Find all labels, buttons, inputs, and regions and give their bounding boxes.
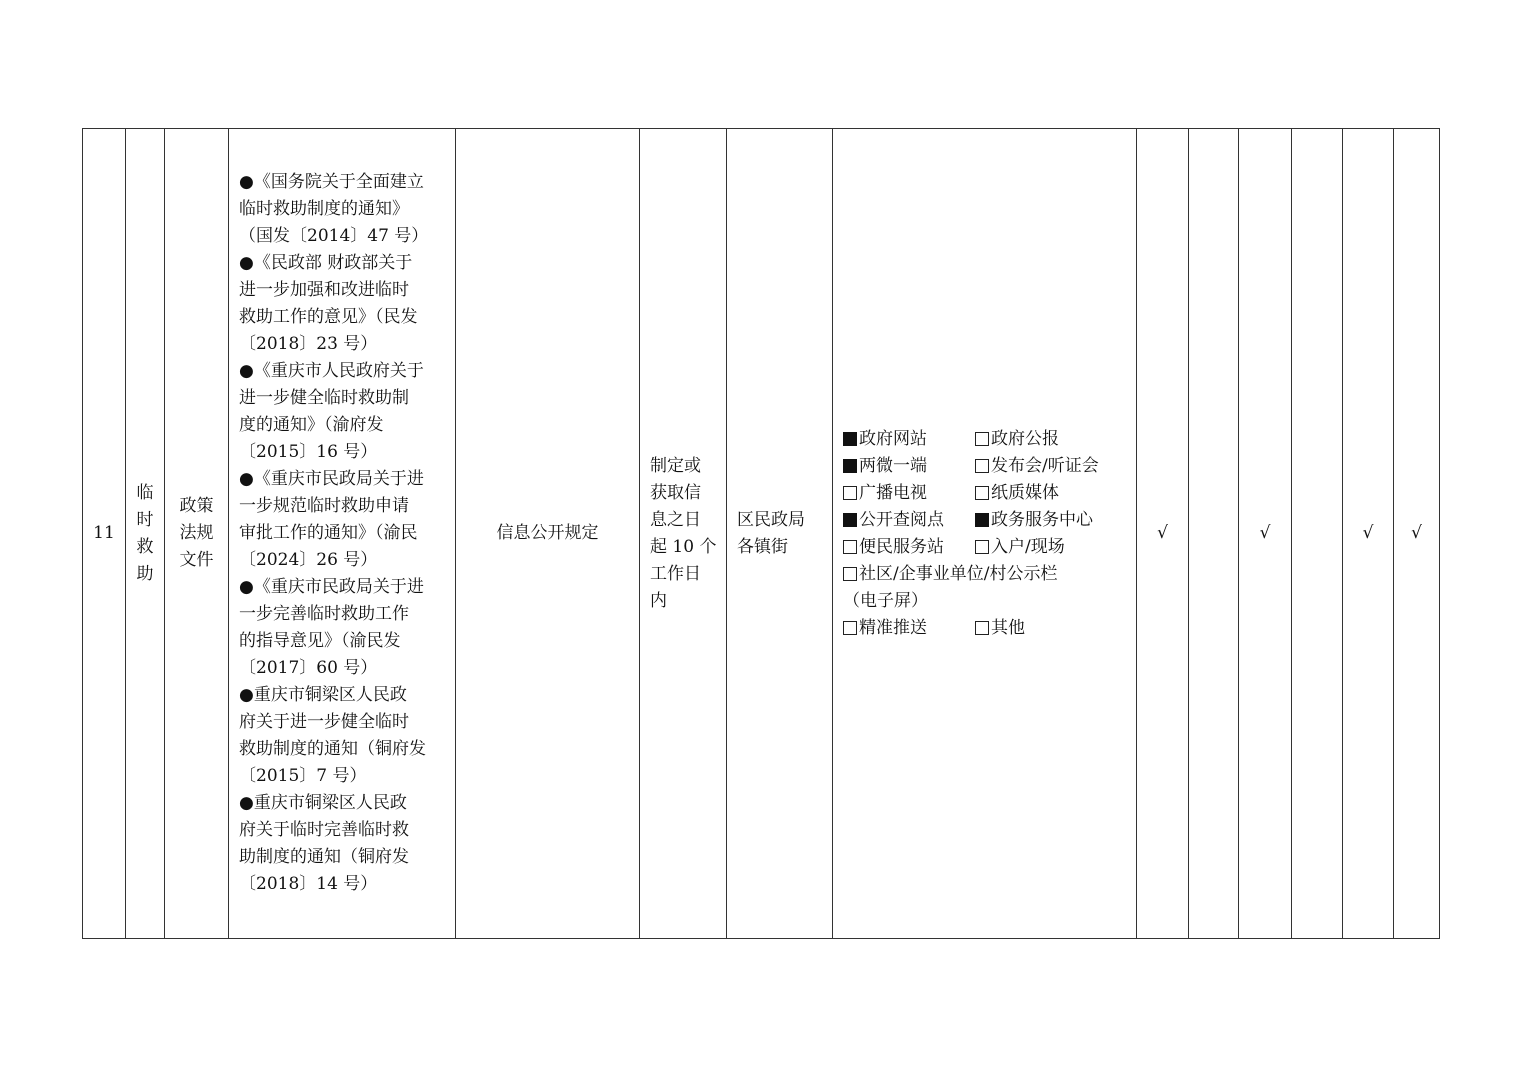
policy-basis-line: 进一步健全临时救助制 — [239, 388, 409, 408]
channel-option — [975, 507, 1093, 534]
policy-basis-list — [239, 169, 447, 898]
unchecked-box-icon — [975, 459, 989, 473]
channel-row — [843, 453, 1128, 480]
channel-option — [843, 561, 1057, 588]
policy-basis-line: 〔2018〕14 号） — [239, 874, 378, 894]
item-name-char: 临 — [136, 482, 154, 503]
unchecked-box-icon — [843, 540, 857, 554]
policy-basis-line: 〔2017〕60 号） — [239, 658, 378, 678]
channel-label: 便民服务站 — [859, 536, 944, 557]
disclosure-subject-text — [737, 507, 824, 561]
policy-basis-line: 临时救助制度的通知》 — [239, 199, 409, 219]
policy-basis-line: 审批工作的通知》（渝民 — [239, 523, 418, 543]
category-line: 法规 — [179, 523, 214, 543]
channel-row — [843, 534, 1128, 561]
item-name-cell — [126, 129, 165, 939]
channel-label: 广播电视 — [859, 482, 927, 503]
checked-box-icon — [843, 459, 857, 473]
policy-basis-line: 一步完善临时救助工作 — [239, 604, 409, 624]
policy-basis-line: ●重庆市铜梁区人民政 — [239, 685, 407, 705]
channel-row — [843, 561, 1128, 588]
category-line: 文件 — [179, 550, 214, 570]
channel-label: 发布会/听证会 — [991, 455, 1099, 476]
channel-option — [843, 480, 975, 507]
policy-basis-line: 救助工作的意见》（民发 — [239, 307, 418, 327]
channel-option — [975, 534, 1065, 561]
check-cell — [1292, 129, 1343, 939]
channel-label: 政务服务中心 — [991, 509, 1093, 530]
policy-basis-line: 进一步加强和改进临时 — [239, 280, 409, 300]
category-cell — [165, 129, 229, 939]
time-limit-line: 制定或 — [650, 455, 701, 476]
disclosure-subject-line: 区民政局 — [737, 509, 805, 530]
channel-label: 社区/企事业单位/村公示栏 — [859, 563, 1058, 584]
channel-row — [843, 615, 1128, 642]
policy-basis-line: ●《国务院关于全面建立 — [239, 172, 424, 192]
channel-row — [843, 426, 1128, 453]
item-name-char: 救 — [136, 536, 154, 557]
checked-box-icon — [843, 432, 857, 446]
time-limit-line: 获取信 — [650, 482, 701, 503]
policy-basis-line: 助制度的通知（铜府发 — [239, 847, 409, 867]
category-line: 政策 — [179, 496, 214, 516]
policy-basis-line: ●《重庆市民政局关于进 — [239, 469, 424, 489]
channel-option — [843, 426, 975, 453]
policy-basis-line: ●《重庆市人民政府关于 — [239, 361, 424, 381]
check-cell: √ — [1239, 129, 1292, 939]
table-row — [83, 129, 1440, 939]
channel-option — [975, 453, 1099, 480]
channel-options — [843, 426, 1128, 642]
time-limit-line: 息之日 — [650, 509, 701, 530]
check-cell: √ — [1343, 129, 1394, 939]
unchecked-box-icon — [843, 567, 857, 581]
channel-label: 公开查阅点 — [859, 509, 944, 530]
policy-basis-line: 〔2015〕16 号） — [239, 442, 378, 462]
policy-basis-line: ●《民政部 财政部关于 — [239, 253, 413, 273]
policy-basis-line: 度的通知》（渝府发 — [239, 415, 384, 435]
channel-label: 两微一端 — [859, 455, 927, 476]
channel-label: 纸质媒体 — [991, 482, 1059, 503]
policy-basis-line: 一步规范临时救助申请 — [239, 496, 409, 516]
time-limit-text — [650, 453, 718, 615]
policy-basis-line: ●《重庆市民政局关于进 — [239, 577, 424, 597]
item-name-char: 助 — [136, 563, 154, 584]
policy-basis-line: 〔2015〕7 号） — [239, 766, 367, 786]
channel-label: 政府网站 — [859, 428, 927, 449]
check-cell: √ — [1394, 129, 1440, 939]
check-cell — [1189, 129, 1239, 939]
channel-label: 政府公报 — [991, 428, 1059, 449]
policy-basis-line: （国发〔2014〕47 号） — [239, 226, 429, 246]
disclosure-table — [82, 128, 1440, 939]
disclosure-subject-line: 各镇街 — [737, 536, 788, 557]
channel-row — [843, 507, 1128, 534]
disclosure-channels-cell — [833, 129, 1137, 939]
policy-basis-line: 的指导意见》（渝民发 — [239, 631, 401, 651]
time-limit-line: 内 — [650, 590, 667, 611]
policy-basis-line: 救助制度的通知（铜府发 — [239, 739, 426, 759]
policy-basis-line: 府关于临时完善临时救 — [239, 820, 409, 840]
channel-option — [843, 615, 975, 642]
unchecked-box-icon — [843, 486, 857, 500]
policy-basis-line: 府关于进一步健全临时 — [239, 712, 409, 732]
unchecked-box-icon — [975, 621, 989, 635]
item-name-char: 时 — [136, 509, 154, 530]
channel-label: 其他 — [991, 617, 1025, 638]
time-limit-line: 起 10 个 — [650, 536, 717, 557]
channel-option — [843, 453, 975, 480]
channel-option — [975, 480, 1059, 507]
channel-label-continued: （电子屏） — [843, 590, 928, 611]
channel-label: 精准推送 — [859, 617, 927, 638]
check-cell: √ — [1137, 129, 1189, 939]
channel-option — [975, 615, 1025, 642]
time-limit-line: 工作日 — [650, 563, 701, 584]
unchecked-box-icon — [975, 432, 989, 446]
checked-box-icon — [843, 513, 857, 527]
disclosure-subject-cell — [727, 129, 833, 939]
policy-basis-cell — [229, 129, 456, 939]
time-limit-cell — [640, 129, 727, 939]
channel-option — [843, 534, 975, 561]
disclosure-content-cell: 信息公开规定 — [456, 129, 640, 939]
unchecked-box-icon — [843, 621, 857, 635]
row-index: 11 — [83, 129, 126, 939]
policy-basis-line: ●重庆市铜梁区人民政 — [239, 793, 407, 813]
channel-option — [975, 426, 1059, 453]
policy-basis-line: 〔2024〕26 号） — [239, 550, 378, 570]
checked-box-icon — [975, 513, 989, 527]
unchecked-box-icon — [975, 540, 989, 554]
channel-label: 入户/现场 — [991, 536, 1065, 557]
unchecked-box-icon — [975, 486, 989, 500]
policy-basis-line: 〔2018〕23 号） — [239, 334, 378, 354]
channel-option — [843, 507, 975, 534]
channel-row — [843, 480, 1128, 507]
